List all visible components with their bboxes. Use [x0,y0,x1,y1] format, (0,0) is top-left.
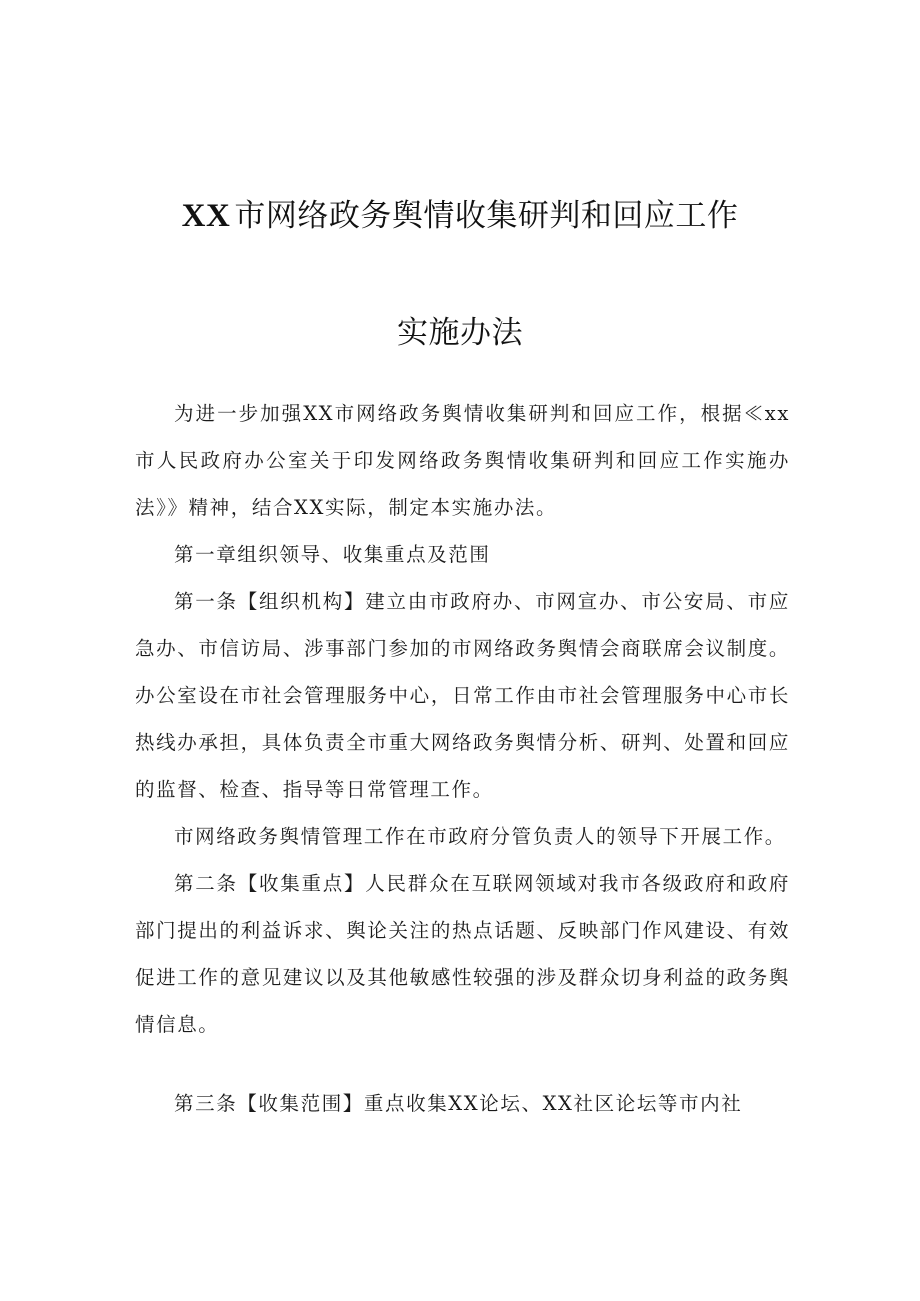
document-title-line1: XX 市网络政务舆情收集研判和回应工作 [181,198,739,234]
title-prefix: XX [181,198,231,234]
document-title-line2: 实施办法 [397,315,523,351]
paragraph-article-3: 第三条【收集范围】重点收集XX论坛、XX社区论坛等市内社 [174,1092,743,1115]
paragraph-preamble: 为进一步加强XX市网络政务舆情收集研判和回应工作，根据≪xx市人民政府办公室关于印发网络政务舆情收集研判和回应工作实施办法》》精神，结合XX实际，制定本实施办法。 [135,402,790,519]
document-body [135,390,790,1127]
paragraph-article-1-note: 市网络政务舆情管理工作在市政府分管负责人的领导下开展工作。 [174,825,786,848]
paragraph-article-1: 第一条【组织机构】建立由市政府办、市网宣办、市公安局、市应急办、市信访局、涉事部门参加的市网络政务舆情会商联席会议制度。办公室设在市社会管理服务中心，日常工作由市社会管理服务中心市长热线办承担，具体负责全市重大网络政务舆情分析、研判、处置和回应的监督、检查、指导等日常管理工作。 [135,590,790,801]
paragraph-article-2: 第二条【收集重点】人民群众在互联网领域对我市各级政府和政府部门提出的利益诉求、舆论关注的热点话题、反映部门作风建设、有效促进工作的意见建议以及其他敏感性较强的涉及群众切身利益的政务舆情信息。 [135,872,790,1036]
chapter-heading: 第一章组织领导、收集重点及范围 [174,543,491,566]
